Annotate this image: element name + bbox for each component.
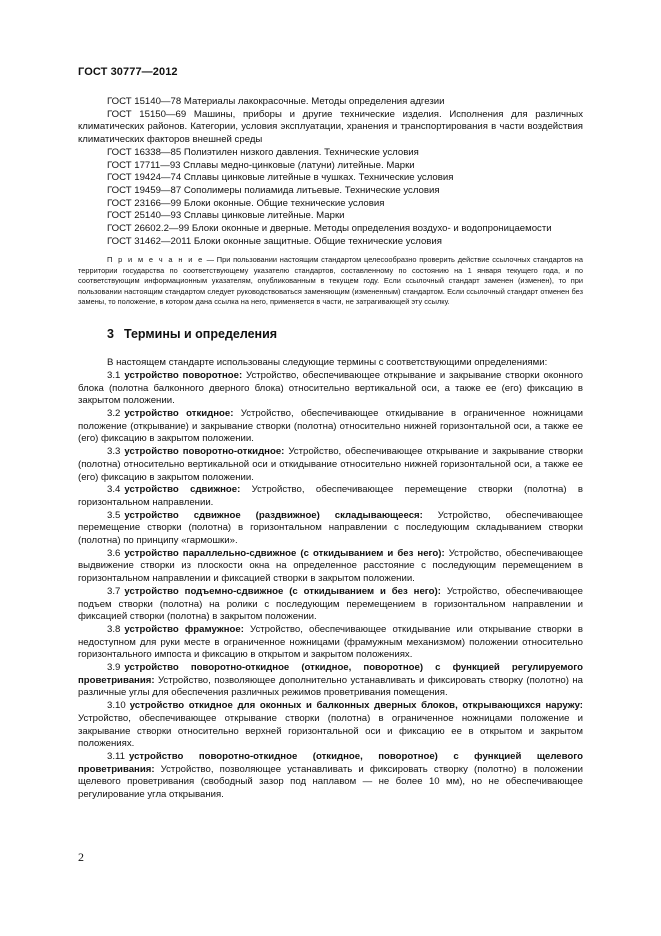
standard-code: ГОСТ 15140—78 [107,96,182,107]
term-name: устройство сдвижное: [124,484,241,496]
standard-title: Сополимеры полиамида литьевые. Технические условия [183,184,440,196]
term-number: 3.1 [107,369,121,381]
standard-code: ГОСТ 31462—2011 [107,235,192,247]
standard-title: Сплавы медно-цинковые (латуни) литейные. Марки [183,159,415,171]
term-definition [78,446,583,484]
standard-item [78,96,583,109]
term-text: Устройство, обеспечивающее подъем створки (полотна) на ролики с последующим перемещением в горизонтальном направлении и фиксацией створки (полотна) в закрытом положении. [78,585,583,623]
standard-item [78,172,583,185]
term-number: 3.11 [107,750,125,762]
term-definition [78,700,583,751]
note-label: П р и м е ч а н и е [107,255,204,265]
term-number: 3.5 [107,509,121,521]
section-number: 3 [107,327,114,342]
term-number: 3.6 [107,547,121,559]
standard-code: ГОСТ 19424—74 [107,172,182,184]
term-number: 3.2 [107,407,121,419]
standard-title: Полиэтилен низкого давления. Технические условия [183,146,419,158]
term-text: Устройство, обеспечивающее выдвижение створки из плоскости окна на определенное расстояние с последующим перемещением в горизонтальном направлении и фиксацией створки в закрытом положении. [78,547,583,585]
standard-title: Блоки оконные защитные. Общие технические условия [193,235,442,247]
terms-intro: В настоящем стандарте использованы следующие термины с соответствующими определениями: [107,357,548,369]
term-name: устройство откидное: [124,407,234,419]
term-name: устройство поворотно-откидное: [124,446,285,458]
standard-code: ГОСТ 16338—85 [107,146,182,158]
term-name: устройство поворотное: [124,369,243,381]
term-definition [78,751,583,802]
term-number: 3.4 [107,484,121,496]
term-definition [78,408,583,446]
term-definition [78,510,583,548]
term-text: Устройство, позволяющее дополнительно устанавливать и фиксировать створку (полотно) на различные углы для обеспечения различных режимов проветривания помещения. [78,674,583,699]
term-text: Устройство, обеспечивающее откидывание в ограниченное ножницами положение (открывание) и закрывание створки (полотна) относительно нижней горизонтальной оси, а также ее (его) фиксацию в закрытом положении. [78,407,583,445]
term-definition [78,548,583,586]
term-definition [78,586,583,624]
term-text: Устройство, обеспечивающее перемещение створки (полотна) в горизонтальном направлении с последующим складыванием створки (полотна) по принципу «гармошки». [78,509,583,547]
term-text: Устройство, обеспечивающее перемещение створки (полотна) в горизонтальном направлении. [78,484,583,508]
term-text: Устройство, обеспечивающее открывание и закрывание створки оконного блока (полотна балконного дверного блока) относительно вертикальной оси, а также ее (его) фиксацию в закрытом положении. [78,369,583,407]
standard-title: Блоки оконные. Общие технические условия [183,197,385,209]
note-text: — При пользовании настоящим стандартом целесообразно проверить действие ссылочных стандартов на территории государства по соответствующему указателю стандартов, составленному по состоянию на 1 января текущего года, и по соответствующим информационным указателям, опубликованным в текущем году. Если ссылочный стандарт заменен (изменен), то при пользовании настоящим стандартом следует руководствоваться заменяющим (измененным) стандартом. Если ссылочный стандарт отменен без замены, то положение, в котором дана ссылка на него, применяется в части, не затрагивающей эту ссылку. [78,255,583,307]
standard-code: ГОСТ 25140—93 [107,210,182,222]
standard-item [78,147,583,160]
standard-code: ГОСТ 19459—87 [107,184,182,196]
standards-list [78,96,583,248]
standard-item [78,160,583,173]
standard-title: Сплавы цинковые литейные в чушках. Технические условия [183,172,454,184]
term-definition [78,662,583,700]
term-definition [78,484,583,509]
standard-item [78,236,583,249]
term-name: устройство поворотно-откидное (откидное, поворотное) с функцией регулируемого проветривания: [78,662,583,686]
term-number: 3.3 [107,446,121,458]
term-number: 3.8 [107,623,121,635]
term-text: Устройство, позволяющее устанавливать и фиксировать створку (полотно) в положении щелевого проветривания (свободный зазор под наплавом — не более 10 мм), но не обеспечивающее регулирование угла открывания. [78,763,583,801]
standard-item [78,210,583,223]
standard-title: Сплавы цинковые литейные. Марки [183,210,345,222]
term-number: 3.7 [107,585,121,597]
standard-code: ГОСТ 26602.2—99 [107,223,190,235]
page-body [78,96,583,802]
standard-item [78,223,583,236]
term-text: Устройство, обеспечивающее открывание и закрывание створки (полотна) относительно вертикальной оси и откидывание относительно нижней горизонтальной оси, а также ее (его) фиксацию в закрытом положении. [78,446,583,483]
term-name: устройство поворотно-откидное (откидное, поворотное) с функцией щелевого проветривания: [78,750,583,775]
standard-title: Машины, приборы и другие технические изделия. Исполнения для различных климатических районов. Категории, условия эксплуатации, хранения и транспортирования в части воздействия климатических факторов внешней среды [78,108,583,146]
standard-title: Материалы лакокрасочные. Методы определения адгезии [183,96,445,107]
term-name: устройство параллельно-сдвижное (с откидыванием и без него): [124,547,445,559]
term-name: устройство сдвижное (раздвижное) складывающееся: [124,509,423,521]
standard-code: ГОСТ 23166—99 [107,197,182,209]
section-heading [107,328,583,341]
page-header: ГОСТ 30777—2012 [78,66,178,78]
section-title: Термины и определения [123,327,278,342]
standard-title: Блоки оконные и дверные. Методы определения воздухо- и водопроницаемости [191,223,552,235]
term-definition [78,370,583,408]
standard-item [78,109,583,147]
term-definition [78,624,583,662]
term-number: 3.10 [107,700,126,712]
standard-item [78,185,583,198]
terms-list [78,370,583,802]
note-paragraph [78,255,583,307]
term-name: устройство подъемно-сдвижное (с откидыванием и без него): [124,585,441,597]
term-name: устройство откидное для оконных и балконных дверных блоков, открывающихся наружу: [129,700,583,712]
page-number: 2 [78,850,84,864]
term-text: Устройство, обеспечивающее открывание створки (полотна) в ограниченное ножницами положение и закрывание створки относительно верхней горизонтальной оси и фиксацию ее в открытом и закрытом положениях. [78,712,583,750]
term-text: Устройство, обеспечивающее откидывание или открывание створки в недоступном для руки месте в ограниченное ножницами (фрамужным механизмом) положении относительно горизонтального импоста и фиксацию в открытом и закрытом положениях. [78,623,583,661]
standard-code: ГОСТ 15150—69 [107,108,187,120]
term-name: устройство фрамужное: [124,623,244,635]
standard-item [78,198,583,211]
standard-code: ГОСТ 17711—93 [107,159,181,171]
term-number: 3.9 [107,662,121,674]
